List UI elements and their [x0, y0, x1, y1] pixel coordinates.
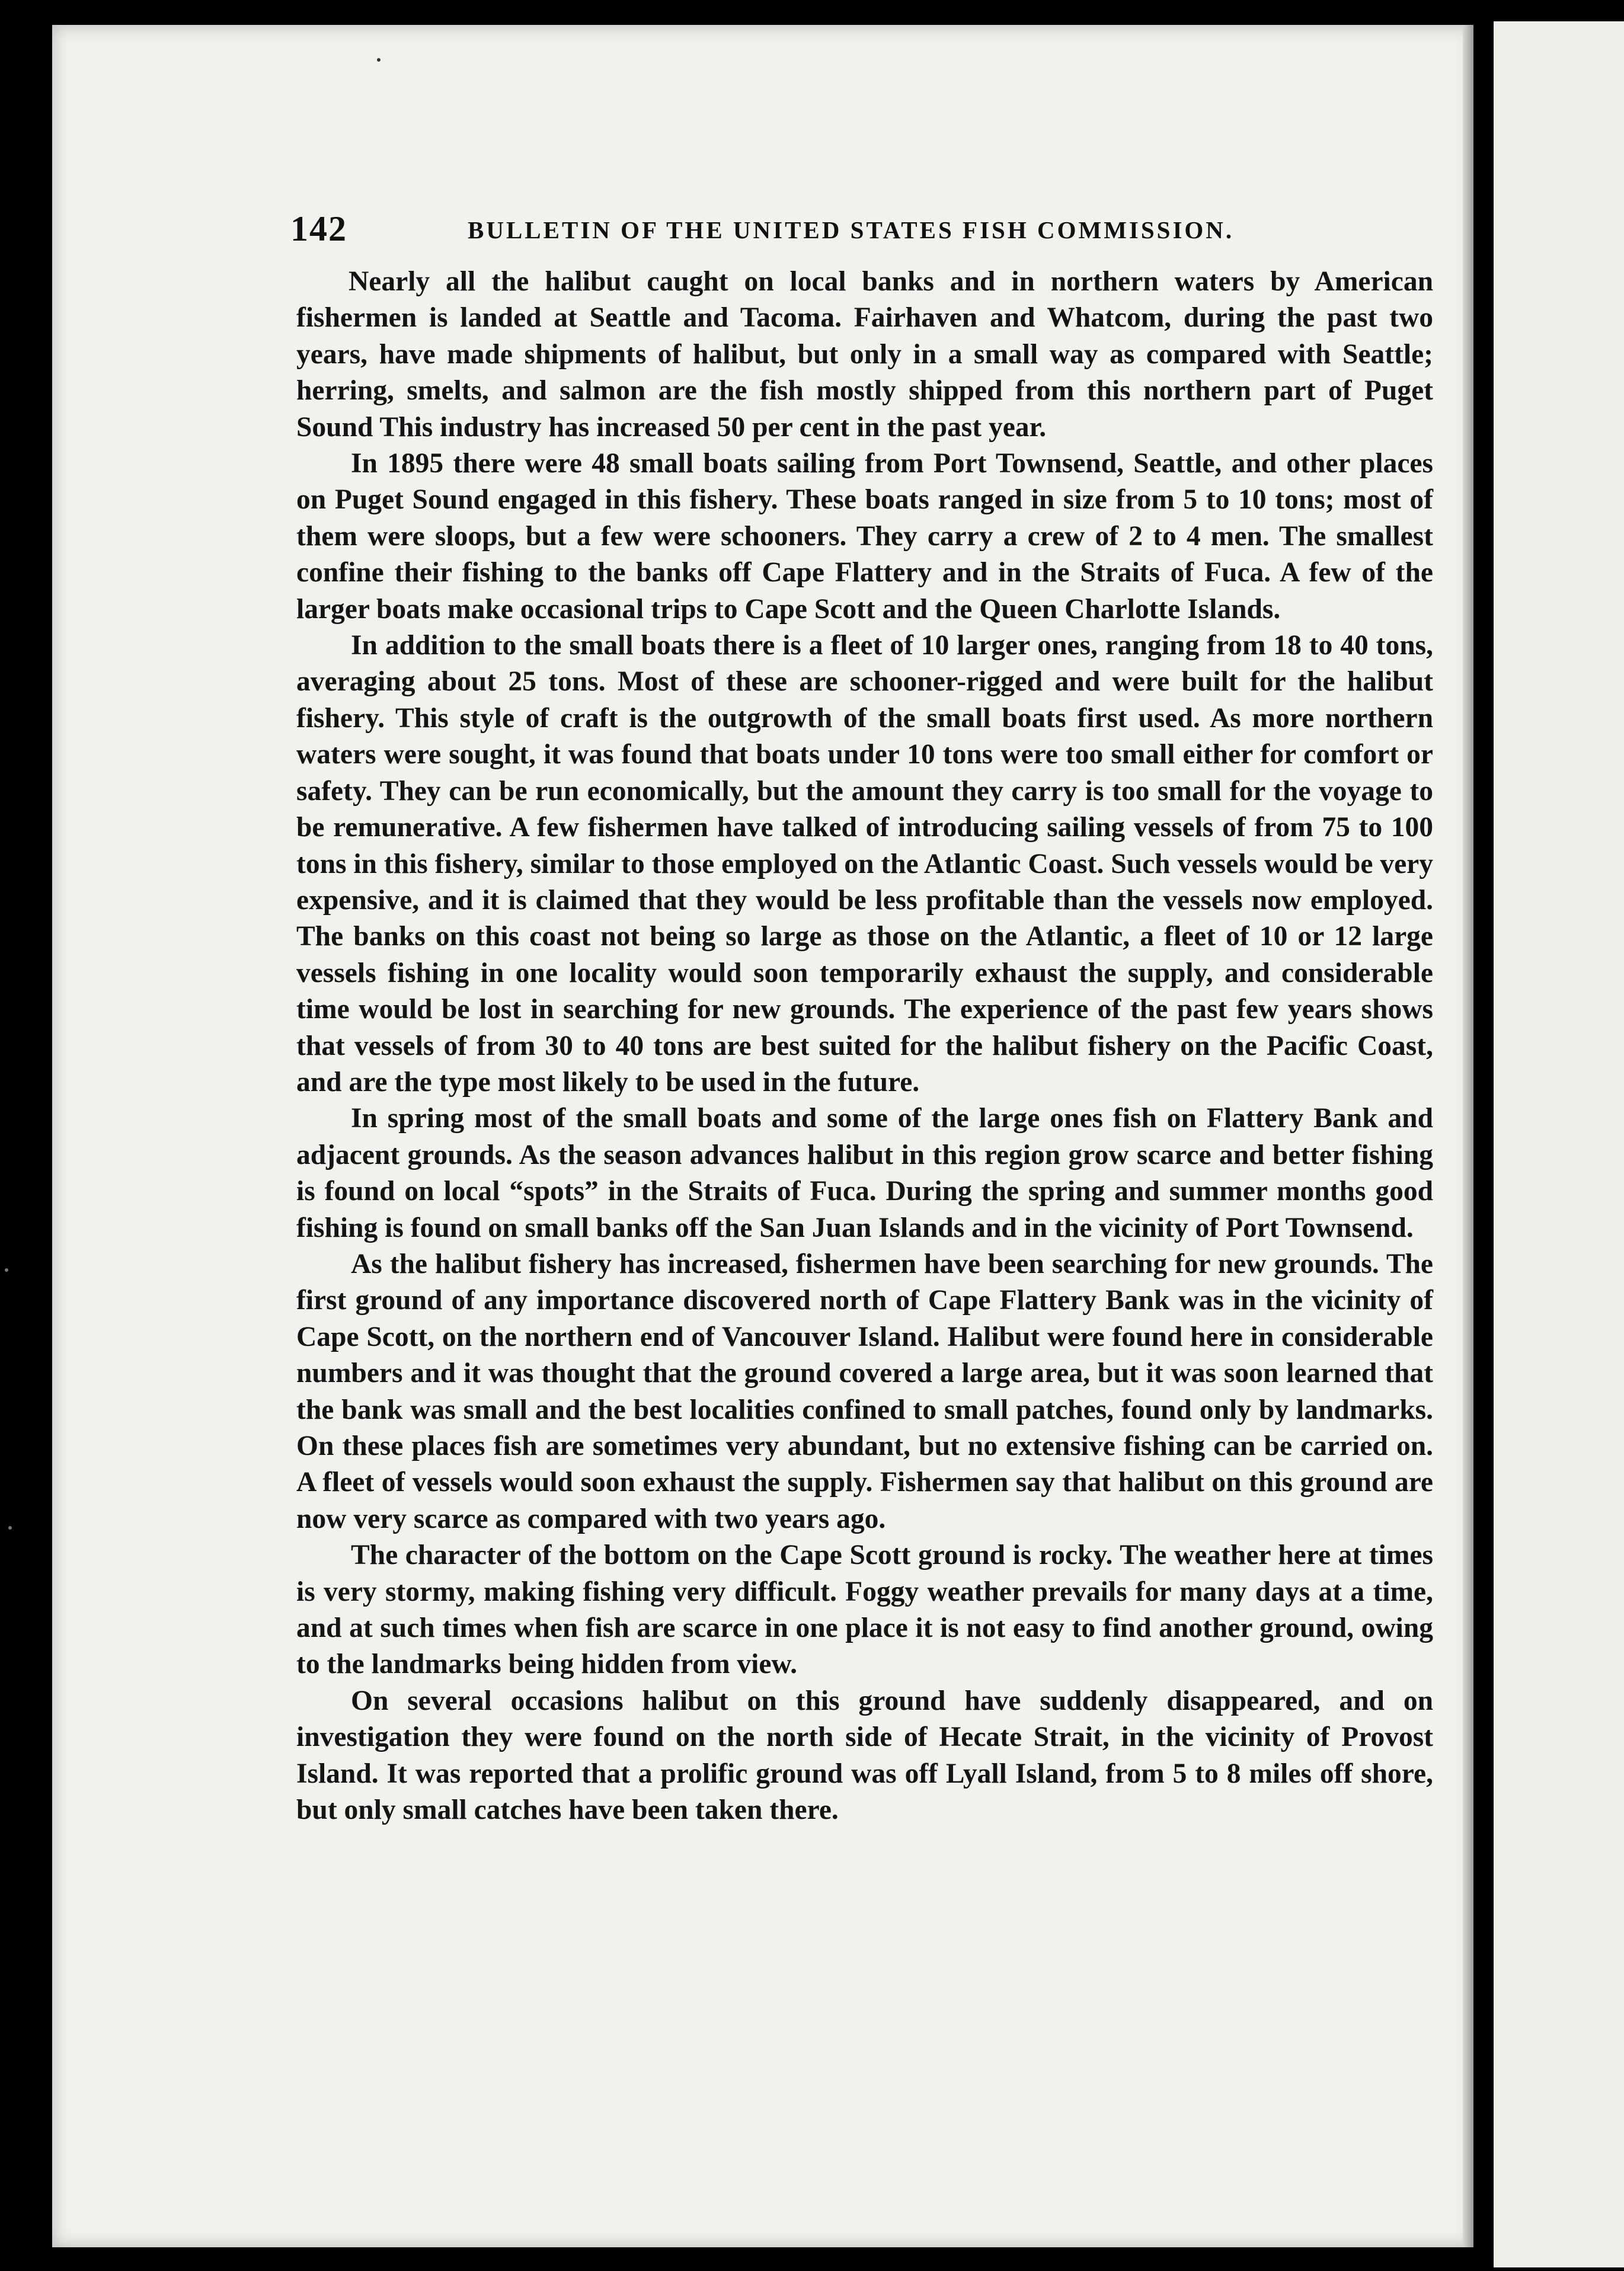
body-text [296, 264, 1433, 1828]
right-page [1494, 21, 1624, 2267]
paragraph: In spring most of the small boats and some of the large ones fish on Flattery Bank and adjacent grounds. As the season advances halibut in this region grow scarce and better fishing is found on local “spots” in the Straits of Fuca. During the spring and summer months good fishing is found on small banks off the San Juan Islands and in the vicinity of Port Townsend. [296, 1103, 1433, 1243]
paragraph: Nearly all the halibut caught on local banks and in northern waters by American fishermen is landed at Seattle and Tacoma. Fairhaven and Whatcom, during the past two years, have made shipments of halibut, but only in a small way as compared with Seattle; herring, smelts, and salmon are the fish mostly shipped from this northern part of Puget Sound This industry has increased 50 per cent in the past year. [296, 266, 1433, 443]
paragraph: The character of the bottom on the Cape Scott ground is rocky. The weather here at times is very stormy, making fishing very difficult. Foggy weather prevails for many days at a time, and at such times when fish are scarce in one place it is not easy to find another ground, owing to the landmarks being hidden from view. [296, 1540, 1433, 1680]
dust-speck [8, 1526, 12, 1530]
page-number: 142 [290, 209, 347, 248]
page-header [238, 185, 1430, 248]
dust-speck [377, 58, 381, 62]
running-head: BULLETIN OF THE UNITED STATES FISH COMMISSION. [468, 216, 1235, 244]
paragraph: On several occasions halibut on this ground have suddenly disappeared, and on investigation they were found on the north side of Hecate Strait, in the vicinity of Provost Island. It was reported that a prolific ground was off Lyall Island, from 5 to 8 miles off shore, but only small catches have been taken there. [296, 1685, 1433, 1826]
paragraph: In 1895 there were 48 small boats sailing from Port Townsend, Seattle, and other places on Puget Sound engaged in this fishery. These boats ranged in size from 5 to 10 tons; most of them were sloops, but a few were schooners. They carry a crew of 2 to 4 men. The smallest confine their fishing to the banks off Cape Flattery and in the Straits of Fuca. A few of the larger boats make occasional trips to Cape Scott and the Queen Charlotte Islands. [296, 448, 1433, 625]
paragraph: As the halibut fishery has increased, fishermen have been searching for new grounds. The first ground of any importance discovered north of Cape Flattery Bank was in the vicinity of Cape Scott, on the northern end of Vancouver Island. Halibut were found here in considerable numbers and it was thought that the ground covered a large area, but it was soon learned that the bank was small and the best localities confined to small patches, found only by landmarks. On these places fish are sometimes very abundant, but no extensive fishing can be carried on. A fleet of vessels would soon exhaust the supply. Fishermen say that halibut on this ground are now very scarce as compared with two years ago. [296, 1248, 1433, 1534]
dust-speck [5, 1268, 8, 1272]
page-edge-shadow [1463, 25, 1473, 2247]
paragraph: In addition to the small boats there is a fleet of 10 larger ones, ranging from 18 to 40 tons, averaging about 25 tons. Most of these are schooner-rigged and were built for the halibut fishery. This style of craft is the outgrowth of the small boats first used. As more northern waters were sought, it was found that boats under 10 tons were too small either for comfort or safety. They can be run economically, but the amount they carry is too small for the voyage to be remunerative. A few fishermen have talked of introducing sailing vessels of from 75 to 100 tons in this fishery, similar to those employed on the Atlantic Coast. Such vessels would be very expensive, and it is claimed that they would be less profitable than the vessels now employed. The banks on this coast not being so large as those on the Atlantic, a fleet of 10 or 12 large vessels fishing in one locality would soon temporarily exhaust the supply, and considerable time would be lost in searching for new grounds. The experience of the past few years shows that vessels of from 30 to 40 tons are best suited for the halibut fishery on the Pacific Coast, and are the type most likely to be used in the future. [296, 630, 1433, 1098]
